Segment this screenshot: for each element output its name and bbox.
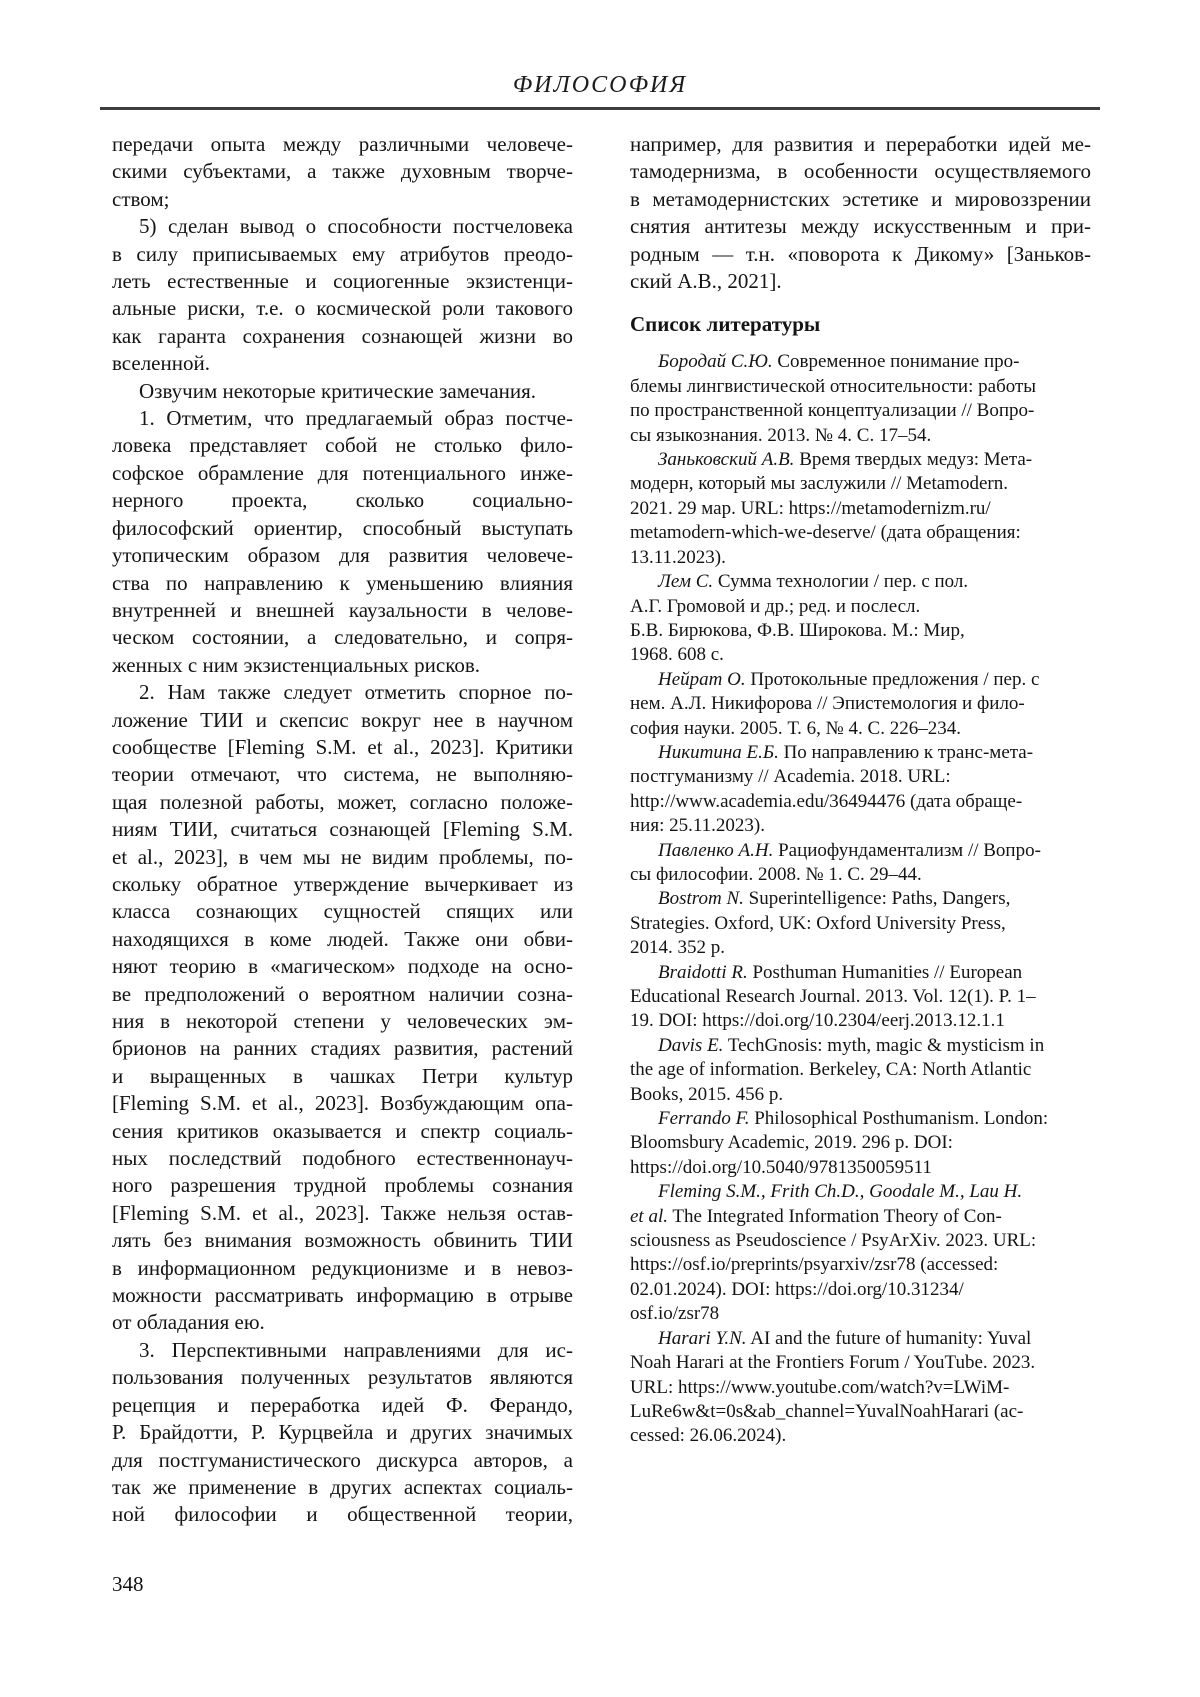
paragraph [112,131,573,213]
right-column [630,131,1091,1529]
text-line: можности рассматривать информацию в отрыве [112,1283,573,1308]
text-columns [112,131,1091,1529]
text-line: ложение ТИИ и скепсис вокруг нее в научном [112,707,573,732]
text-line: рецепция и переработка идей Ф. Ферандо, [112,1392,573,1417]
text-line: лять без внимания возможность обвинить ТИИ [112,1228,573,1253]
bibliography-entry [630,1034,1091,1107]
text-line: ниям ТИИ, считаться сознающей [Fleming S.M. [112,817,573,842]
text-line: родным — т.н. «поворота к Дикому» [Заньков- [630,241,1091,266]
text-line: теории отмечают, что система, не выполняю- [112,762,573,787]
text-line: ства по направлению к уменьшению влияния [112,570,573,595]
text-line: Б.В. Бирюкова, Ф.В. Широкова. М.: Мир, [630,619,965,641]
text-line: http://www.academia.edu/36494476 (дата обраще- [630,790,1023,812]
text-line: Strategies. Oxford, UK: Oxford University Press, [630,912,1006,934]
text-line: А.Г. Громовой и др.; ред. и послесл. [630,595,921,617]
bibliography-entry [630,350,1091,448]
text-line: Озвучим некоторые критические замечания. [139,378,537,403]
text-line: вселенной. [112,351,210,376]
text-line: https://osf.io/preprints/psyarxiv/zsr78 (accessed: [630,1254,999,1276]
text-line: сообществе [Fleming S.M. et al., 2023]. Критики [112,734,573,759]
text-line: 1968. 608 с. [630,644,724,666]
bibliography-entry [630,961,1091,1034]
text-line: Нейрат О. Протокольные предложения / пер. с [658,668,1040,690]
text-line: как гаранта сохранения сознающей жизни во [112,323,573,348]
text-line: cessed: 26.06.2024). [630,1425,787,1447]
text-line: 02.01.2024). DOI: https://doi.org/10.31234/ [630,1278,964,1300]
text-line: софское обрамление для потенциального инже- [112,460,573,485]
text-line: Harari Y.N. AI and the future of humanity: Yuval [658,1327,1032,1349]
text-line: 1. Отметим, что предлагаемый образ постче- [139,406,573,431]
text-line: ческом состоянии, а следовательно, и сопря- [112,625,573,650]
text-line: снятия антитезы между искусственным и при- [630,214,1091,239]
text-line: например, для развития и переработки идей ме- [630,132,1091,156]
text-line: ловека представляет собой не столько фило- [112,433,573,458]
text-line: 2021. 29 мар. URL: https://metamodernizm.ru/ [630,497,991,519]
bibliography-entry [630,839,1091,888]
text-line: Noah Harari at the Frontiers Forum / YouTube. 2023. [630,1352,1036,1374]
text-line: Davis E. TechGnosis: myth, magic & mysticism in [658,1034,1045,1056]
paragraph [112,213,573,377]
text-line: Павленко А.Н. Рациофундаментализм // Вопро- [658,839,1041,861]
text-line: Bostrom N. Superintelligence: Paths, Dangers, [658,888,1011,910]
text-line: философский ориентир, способный выступать [112,515,573,540]
text-line: внутренней и внешней каузальности в челове- [112,597,573,622]
journal-section-title: ФИЛОСОФИЯ [512,72,688,98]
text-line: Никитина Е.Б. По направлению к транс-мета- [658,741,1034,763]
bibliography-entry [630,668,1091,741]
text-line: в метамодернистских эстетике и мировоззрении [630,186,1091,211]
text-line: от обладания ею. [112,1310,265,1335]
right-column-paragraphs [630,131,1091,295]
text-line: нем. А.Л. Никифорова // Эпистемология и фило- [630,693,1025,715]
text-line: 2014. 352 p. [630,937,725,959]
text-line: блемы лингвистической относительности: работы [630,375,1037,397]
text-line: так же применение в других аспектах социаль- [112,1474,573,1499]
text-line: URL: https://www.youtube.com/watch?v=LWiM- [630,1376,1010,1398]
text-line: Р. Брайдотти, Р. Курцвейла и других значимых [112,1420,573,1445]
bibliography-entry [630,1107,1091,1180]
text-line: 3. Перспективными направлениями для ис- [139,1337,573,1362]
text-line: [Fleming S.M. et al., 2023]. Также нельзя остав- [112,1200,573,1225]
text-line: софия науки. 2005. Т. 6, № 4. С. 226–234. [630,717,961,739]
text-line: в информационном редукционизме и в невоз- [112,1255,573,1280]
text-line: 13.11.2023). [630,546,726,568]
text-line: Bloomsbury Academic, 2019. 296 p. DOI: [630,1132,953,1154]
text-line: metamodern-which-we-deserve/ (дата обращения: [630,522,1021,544]
paragraph [112,405,573,679]
text-line: ния в некоторой степени у человеческих эм- [112,1009,573,1033]
text-line: по пространственной концептуализации // Вопро- [630,400,1035,422]
bibliography-entry [630,448,1091,570]
text-line: леть естественные и социогенные экзистенци- [112,269,573,294]
text-line: постгуманизму // Academia. 2018. URL: [630,766,951,788]
text-line: ния: 25.11.2023). [630,815,765,837]
text-line: щая полезной работы, может, согласно положе- [112,789,573,814]
text-line: для постгуманистического дискурса авторов, а [112,1447,573,1472]
text-line: Заньковский А.В. Время твердых медуз: Мета- [658,449,1033,471]
text-line: et al. The Integrated Information Theory of Con- [630,1205,1002,1227]
left-column [112,131,573,1529]
header-rule [100,107,1100,110]
text-line: Books, 2015. 456 p. [630,1083,784,1105]
text-line: Ferrando F. Philosophical Posthumanism. London: [658,1108,1049,1130]
text-line: sciousness as Pseudoscience / PsyArXiv. 2023. URL: [630,1230,1037,1252]
text-line: в силу приписываемых ему атрибутов преодо- [112,241,573,266]
text-line: Бородай С.Ю. Современное понимание про- [658,351,1020,373]
text-line: утопическим образом для развития человече- [112,543,573,568]
text-line: 19. DOI: https://doi.org/10.2304/eerj.2013.12.1.1 [630,1010,1005,1032]
text-line: сы языкознания. 2013. № 4. С. 17–54. [630,424,932,446]
left-column-paragraphs [112,131,573,1529]
text-line: Educational Research Journal. 2013. Vol. 12(1). P. 1– [630,986,1036,1007]
text-line: ных последствий подобного естественнонауч- [112,1146,573,1171]
text-line: сы философии. 2008. № 1. С. 29–44. [630,863,922,885]
bibliography-entry [630,741,1091,839]
text-line: класса сознающих сущностей спящих или [112,899,573,924]
page-number: 348 [112,1572,144,1596]
text-line: женных с ним экзистенциальных рисков. [112,652,481,677]
paragraph [112,378,573,405]
text-line: альные риски, т.е. о космической роли такового [112,296,573,321]
text-line: et al., 2023], в чем мы не видим проблемы, по- [112,844,573,869]
text-line: ством; [112,186,170,211]
text-line: модерн, который мы заслужили // Metamodern. [630,473,1008,495]
text-line: нерного проекта, сколько социально- [112,488,573,513]
text-line: LuRe6w&t=0s&ab_channel=YuvalNoahHarari (ac- [630,1400,1024,1422]
text-line: пользования полученных результатов являются [112,1365,573,1390]
text-line: ного разрешения трудной проблемы сознания [112,1173,573,1198]
text-line: Braidotti R. Posthuman Humanities // European [658,961,1023,983]
text-line: брионов на ранних стадиях развития, растений [112,1036,573,1061]
text-line: и выращенных в чашках Петри культур [112,1063,573,1088]
bibliography-list [630,350,1091,1448]
bibliography-entry [630,570,1091,668]
text-line: няют теорию в «магическом» подходе на осно- [112,954,573,979]
bibliography-heading: Список литературы [630,312,821,337]
bibliography-entry [630,1180,1091,1326]
text-line: the age of information. Berkeley, CA: North Atlantic [630,1059,1032,1081]
text-line: osf.io/zsr78 [630,1303,720,1325]
text-line: находящихся в коме людей. Также они обви- [112,926,573,951]
text-line: Fleming S.M., Frith Ch.D., Goodale M., Lau H. [658,1181,1023,1203]
bibliography-entry [630,1327,1091,1449]
paragraph [112,679,573,1337]
text-line: скольку обратное утверждение вычеркивает из [112,871,573,896]
text-line: ве предположений о вероятном наличии созна- [112,981,573,1006]
text-line: ский А.В., 2021]. [630,269,782,294]
text-line: https://doi.org/10.5040/9781350059511 [630,1156,932,1178]
paragraph [630,131,1091,295]
paragraph [112,1337,573,1529]
text-line: сения критиков оказывается и спектр социаль- [112,1118,573,1143]
text-line: [Fleming S.M. et al., 2023]. Возбуждающим опа- [112,1091,573,1116]
text-line: тамодернизма, в особенности осуществляемого [630,159,1091,184]
text-line: передачи опыта между различными человече- [112,132,573,156]
text-line: Лем С. Сумма технологии / пер. с пол. [658,571,969,593]
text-line: 5) сделан вывод о способности постчеловека [139,214,573,239]
text-line: 2. Нам также следует отметить спорное по- [139,680,573,705]
bibliography-entry [630,887,1091,960]
text-line: ной философии и общественной теории, [112,1502,573,1527]
text-line: скими субъектами, а также духовным творче- [112,159,573,184]
